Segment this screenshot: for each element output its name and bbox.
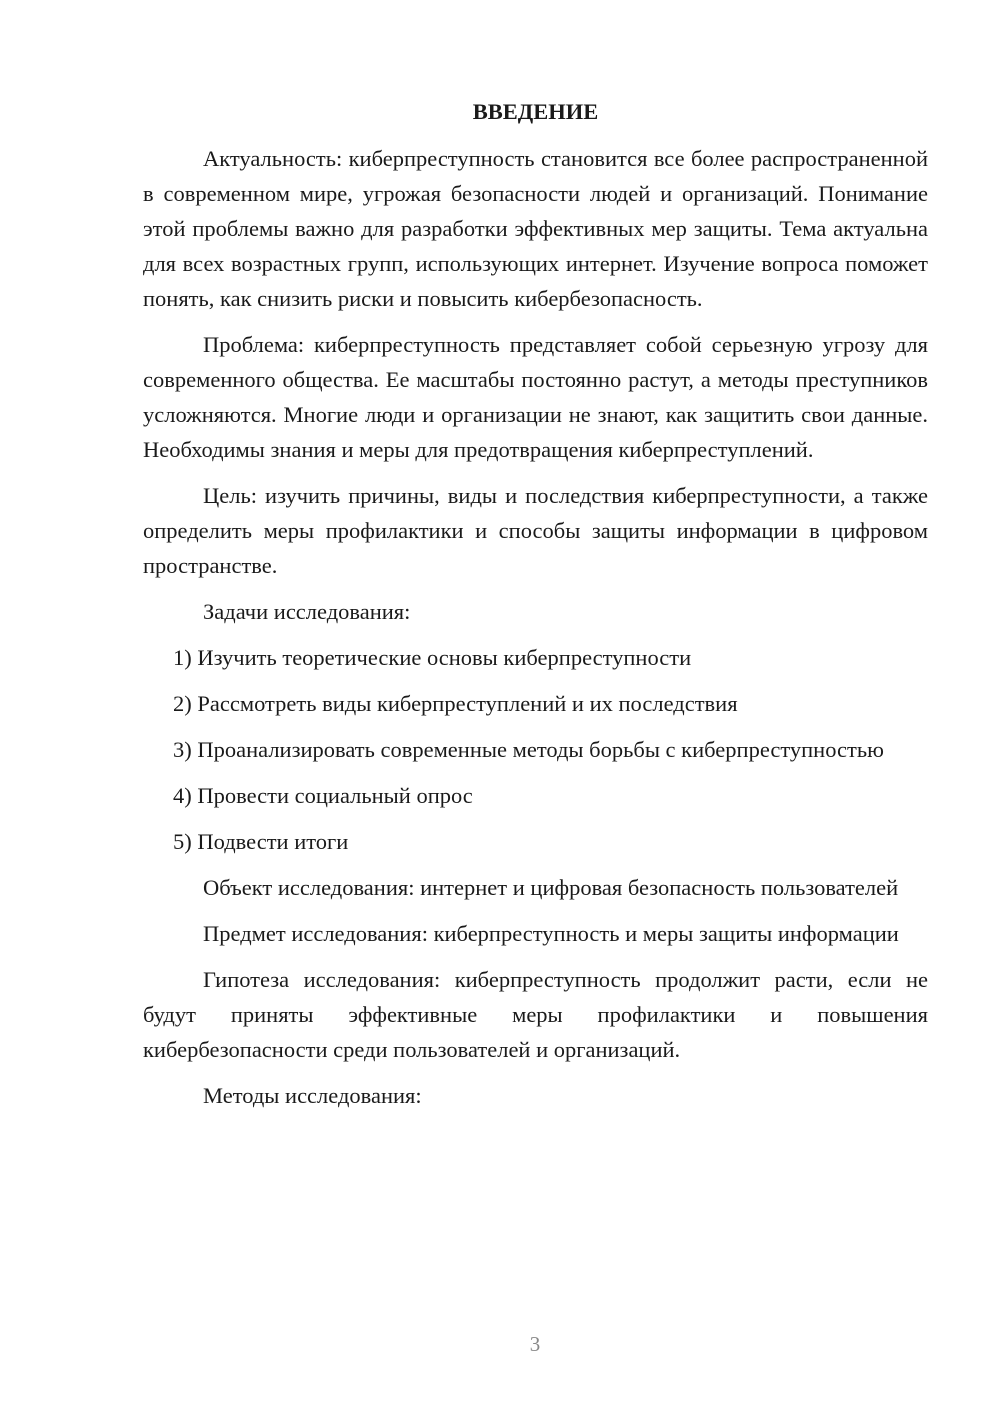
paragraph-hypothesis: Гипотеза исследования: киберпреступность продолжит расти, если не будут приняты эффективные меры профилактики и повышения кибербезопасности среди пользователей и организаций. bbox=[143, 967, 928, 1062]
tasks-heading: Задачи исследования: bbox=[203, 599, 411, 624]
paragraph-object: Объект исследования: интернет и цифровая безопасность пользователей bbox=[203, 875, 899, 900]
list-item: 4) Провести социальный опрос bbox=[173, 783, 473, 808]
paragraph-goal: Цель: изучить причины, виды и последствия киберпреступности, а также определить меры профилактики и способы защиты информации в цифровом пространстве. bbox=[143, 483, 928, 578]
paragraph-problem: Проблема: киберпреступность представляет собой серьезную угрозу для современного общества. Ее масштабы постоянно растут, а методы преступников усложняются. Многие люди и организации не знают, как защитить свои данные. Необходимы знания и меры для предотвращения киберпреступлений. bbox=[143, 332, 928, 462]
document-page bbox=[143, 94, 928, 1124]
paragraph-relevance: Актуальность: киберпреступность становится все более распространенной в современном мире, угрожая безопасности людей и организаций. Понимание этой проблемы важно для разработки эффективных мер защиты. Тема актуальна для всех возрастных групп, использующих интернет. Изучение вопроса поможет понять, как снизить риски и повысить кибербезопасность. bbox=[143, 146, 928, 311]
tasks-list bbox=[143, 640, 928, 859]
page-title: ВВЕДЕНИЕ bbox=[472, 99, 599, 124]
list-item: 1) Изучить теоретические основы киберпреступности bbox=[173, 645, 692, 670]
page-number: 3 bbox=[529, 1332, 541, 1356]
list-item: 2) Рассмотреть виды киберпреступлений и их последствия bbox=[173, 691, 738, 716]
paragraph-subject: Предмет исследования: киберпреступность и меры защиты информации bbox=[203, 921, 899, 946]
list-item: 5) Подвести итоги bbox=[173, 829, 349, 854]
list-item: 3) Проанализировать современные методы борьбы с киберпреступностью bbox=[173, 737, 884, 762]
methods-heading: Методы исследования: bbox=[203, 1083, 422, 1108]
